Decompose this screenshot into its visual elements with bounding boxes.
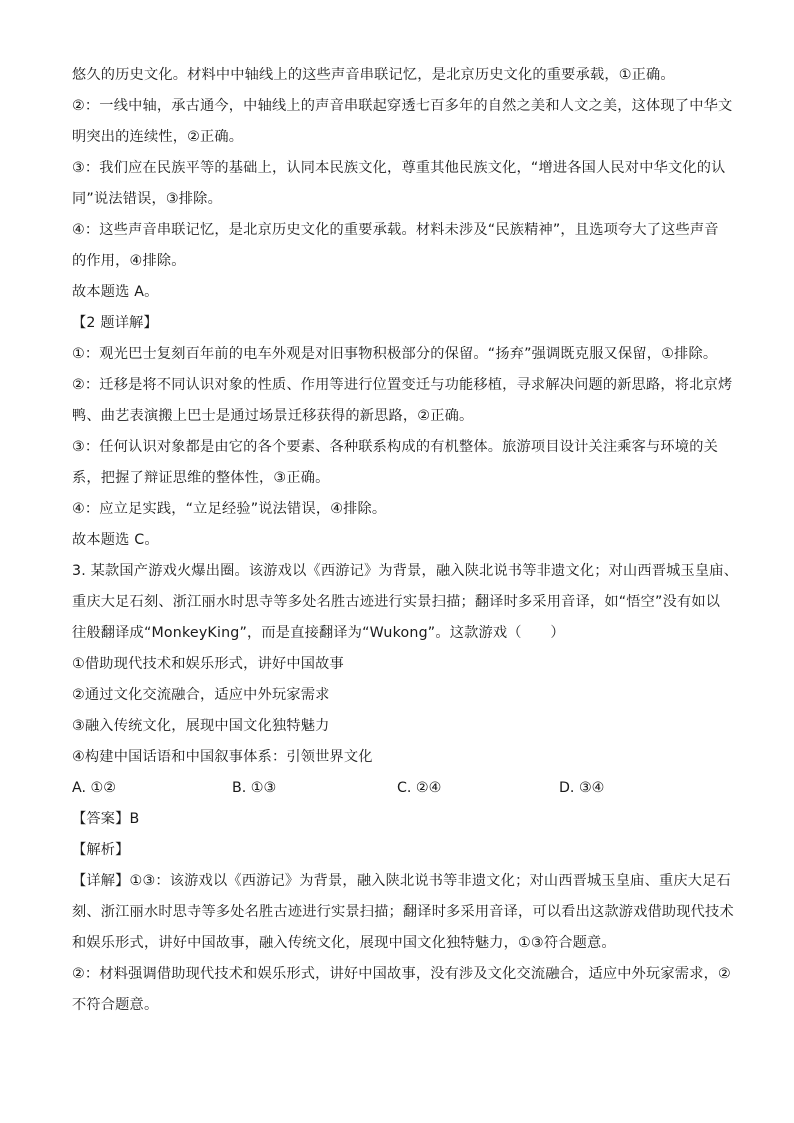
text-line: ②：材料强调借助现代技术和娱乐形式，讲好中国故事，没有涉及文化交流融合，适应中外玩家需求，② [72, 966, 731, 982]
option-a: A. ①② [72, 780, 116, 796]
option-d: D. ③④ [559, 780, 605, 796]
question-stem: 3. 某款国产游戏火爆出圈。该游戏以《西游记》为背景，融入陕北说书等非遗文化；对山西晋城玉皇庙、 [72, 563, 739, 579]
text-line: 的作用，④排除。 [72, 253, 186, 269]
statement-item: ④构建中国话语和中国叙事体系：引领世界文化 [72, 749, 373, 765]
document-body [72, 60, 739, 1021]
text-line: ②：一线中轴，承古通今，中轴线上的声音串联起穿透七百多年的自然之美和人文之美，这体现了中华文 [72, 98, 733, 114]
section-heading: 【2 题详解】 [72, 315, 158, 331]
text-line: ④：这些声音串联记忆，是北京历史文化的重要承载。材料未涉及“民族精神”，且选项夸大了这些声音 [72, 222, 719, 238]
text-line: ③：任何认识对象都是由它的各个要素、各种联系构成的有机整体。旅游项目设计关注乘客与环境的关 [72, 439, 718, 455]
option-b: B. ①③ [232, 780, 277, 796]
statement-item: ③融入传统文化，展现中国文化独特魅力 [72, 718, 330, 734]
text-line: 明突出的连续性，②正确。 [72, 129, 244, 145]
answer-options [72, 773, 722, 804]
analysis-label: 【解析】 [72, 842, 130, 858]
answer-label: 【答案】B [72, 811, 140, 827]
text-line: 同”说法错误，③排除。 [72, 191, 222, 207]
statement-item: ②通过文化交流融合，适应中外玩家需求 [72, 687, 330, 703]
text-line: ①：观光巴士复刻百年前的电车外观是对旧事物积极部分的保留。“扬弃”强调既克服又保留，①排除。 [72, 346, 718, 362]
text-line: 系，把握了辩证思维的整体性，③正确。 [72, 470, 330, 486]
text-line: 鸭、曲艺表演搬上巴士是通过场景迁移获得的新思路，②正确。 [72, 408, 474, 424]
text-line: 【详解】①③：该游戏以《西游记》为背景，融入陕北说书等非遗文化；对山西晋城玉皇庙、重庆大足石 [72, 873, 731, 889]
question-stem: 重庆大足石刻、浙江丽水时思寺等多处名胜古迹进行实景扫描；翻译时多采用音译，如“悟空”没有如以 [72, 594, 721, 610]
question-stem: 往般翻译成“MonkeyKing”，而是直接翻译为“Wukong”。这款游戏（ ） [72, 625, 565, 641]
text-line: 悠久的历史文化。材料中中轴线上的这些声音串联记忆，是北京历史文化的重要承载，①正确。 [72, 67, 675, 83]
option-c: C. ②④ [397, 780, 442, 796]
answer-conclusion: 故本题选 A。 [72, 284, 159, 300]
text-line: 刻、浙江丽水时思寺等多处名胜古迹进行实景扫描；翻译时多采用音译，可以看出这款游戏借助现代技术 [72, 904, 734, 920]
answer-conclusion: 故本题选 C。 [72, 532, 159, 548]
text-line: ③：我们应在民族平等的基础上，认同本民族文化，尊重其他民族文化，“增进各国人民对中华文化的认 [72, 160, 726, 176]
text-line: 和娱乐形式，讲好中国故事，融入传统文化，展现中国文化独特魅力，①③符合题意。 [72, 935, 616, 951]
text-line: ②：迁移是将不同认识对象的性质、作用等进行位置变迁与功能移植，寻求解决问题的新思路，将北京烤 [72, 377, 733, 393]
text-line: 不符合题意。 [72, 997, 159, 1013]
statement-item: ①借助现代技术和娱乐形式，讲好中国故事 [72, 656, 344, 672]
text-line: ④：应立足实践，“立足经验”说法错误，④排除。 [72, 501, 387, 517]
